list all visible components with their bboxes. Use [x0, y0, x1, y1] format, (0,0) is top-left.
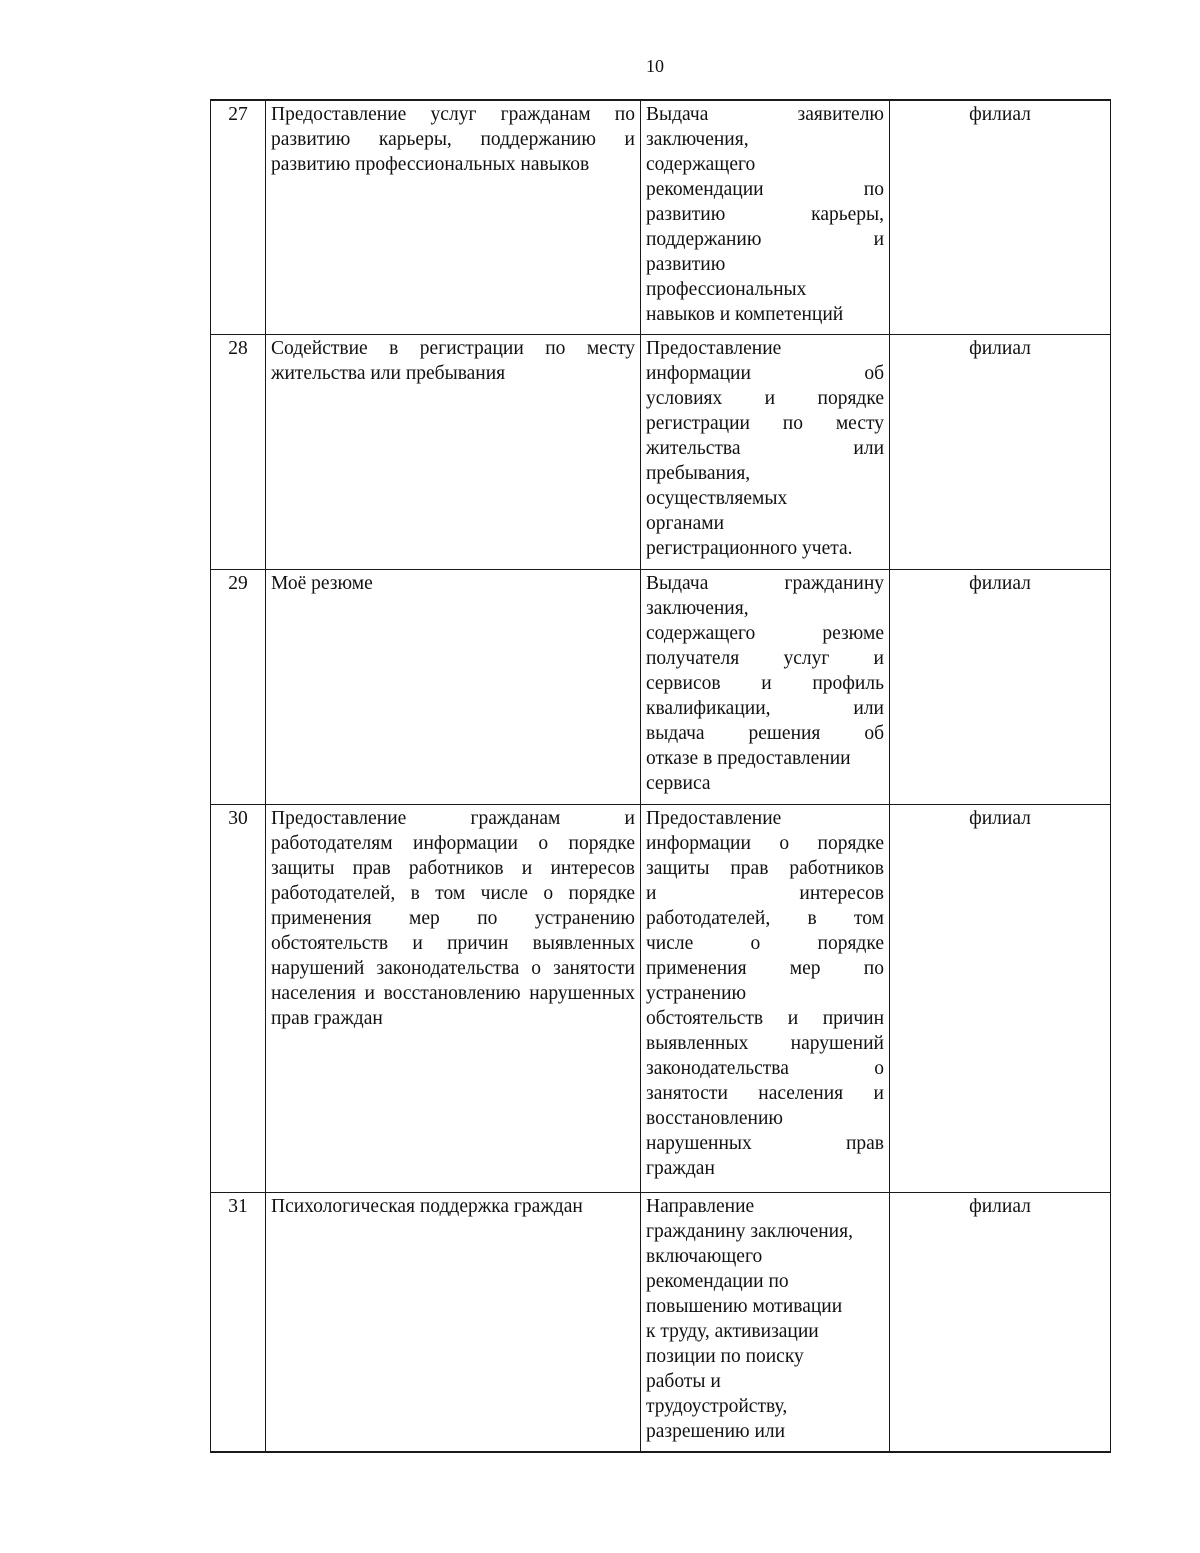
services-table	[210, 99, 1111, 1453]
service-name: Содействие в регистрации по месту жительства или пребывания	[266, 334, 641, 569]
result-line: органами	[646, 512, 725, 534]
result-line: позиции по поиску	[646, 1345, 804, 1367]
result-line: числе о порядке	[646, 932, 884, 954]
performer: филиал	[890, 100, 1111, 334]
row-number: 28	[211, 334, 266, 569]
result-line: развитию	[646, 254, 726, 275]
result-line: применения мер по	[646, 957, 884, 979]
result-line: работы и	[646, 1370, 721, 1392]
row-number: 31	[211, 1192, 266, 1452]
result-line: условиях и порядке	[646, 387, 884, 409]
row-number: 29	[211, 569, 266, 804]
result-line: защиты прав работников	[646, 857, 884, 879]
result-line: осуществляемых	[646, 487, 788, 509]
result-line: трудоустройству,	[646, 1395, 788, 1417]
result-line: к труду, активизации	[646, 1320, 819, 1342]
performer: филиал	[890, 334, 1111, 569]
table-row	[211, 804, 1111, 1192]
result-line: Выдача заявителю	[646, 104, 884, 125]
result-line: выдача решения об	[646, 722, 884, 744]
service-name: Психологическая поддержка граждан	[266, 1192, 641, 1452]
result-line: заключения,	[646, 597, 749, 619]
service-name: Предоставление гражданам и работодателям информации о порядке защиты прав работников и интересов работодателей, в том числе о порядке применения мер по устранению обстоятельств и причин выявленных нарушений законодательства о занятости населения и восстановлению нарушенных прав граждан	[266, 804, 641, 1192]
table-row	[211, 334, 1111, 569]
result-line: рекомендации по	[646, 1270, 789, 1292]
result-line: жительства или	[646, 437, 884, 459]
result-line: развитию карьеры,	[646, 204, 884, 225]
result-line: сервиса	[646, 772, 711, 794]
performer: филиал	[890, 1192, 1111, 1452]
result-line: повышению мотивации	[646, 1295, 843, 1317]
result-line: разрешению или	[646, 1420, 786, 1442]
service-result	[641, 334, 890, 569]
result-line: рекомендации по	[646, 179, 884, 200]
result-line: законодательства о	[646, 1057, 884, 1079]
table-row	[211, 1192, 1111, 1452]
result-line: регистрационного учета.	[646, 537, 853, 559]
result-line: поддержанию и	[646, 229, 884, 250]
result-line: Выдача гражданину	[646, 572, 884, 594]
result-line: выявленных нарушений	[646, 1032, 884, 1054]
table-row	[211, 569, 1111, 804]
result-line: профессиональных	[646, 279, 807, 300]
result-line: гражданину заключения,	[646, 1220, 853, 1242]
result-line: информации о порядке	[646, 832, 884, 854]
page-number: 10	[646, 56, 664, 76]
result-line: заключения,	[646, 129, 749, 150]
result-line: навыков и компетенций	[646, 304, 844, 325]
result-line: устранению	[646, 982, 747, 1004]
result-line: Направление	[646, 1195, 755, 1217]
result-line: содержащего	[646, 154, 756, 175]
result-line: граждан	[646, 1157, 715, 1179]
service-result	[641, 804, 890, 1192]
result-line: обстоятельств и причин	[646, 1007, 884, 1029]
result-line: отказе в предоставлении	[646, 747, 851, 769]
result-line: получателя услуг и	[646, 647, 884, 669]
result-line: пребывания,	[646, 462, 751, 484]
result-line: регистрации по месту	[646, 412, 884, 434]
result-line: занятости населения и	[646, 1082, 884, 1104]
service-result	[641, 1192, 890, 1452]
result-line: нарушенных прав	[646, 1132, 884, 1154]
result-line: Предоставление	[646, 807, 782, 829]
result-line: информации об	[646, 362, 884, 384]
service-name: Моё резюме	[266, 569, 641, 804]
result-line: Предоставление	[646, 337, 782, 359]
result-line: включающего	[646, 1245, 763, 1267]
row-number: 27	[211, 100, 266, 334]
result-line: восстановлению	[646, 1107, 783, 1129]
service-result	[641, 569, 890, 804]
service-result	[641, 100, 890, 334]
table-row	[211, 100, 1111, 334]
service-name: Предоставление услуг гражданам по развитию карьеры, поддержанию и развитию профессиональных навыков	[266, 100, 641, 334]
result-line: работодателей, в том	[646, 907, 884, 929]
performer: филиал	[890, 569, 1111, 804]
result-line: и интересов	[646, 882, 884, 904]
result-line: квалификации, или	[646, 697, 884, 719]
row-number: 30	[211, 804, 266, 1192]
performer: филиал	[890, 804, 1111, 1192]
result-line: содержащего резюме	[646, 622, 884, 644]
result-line: сервисов и профиль	[646, 672, 884, 694]
